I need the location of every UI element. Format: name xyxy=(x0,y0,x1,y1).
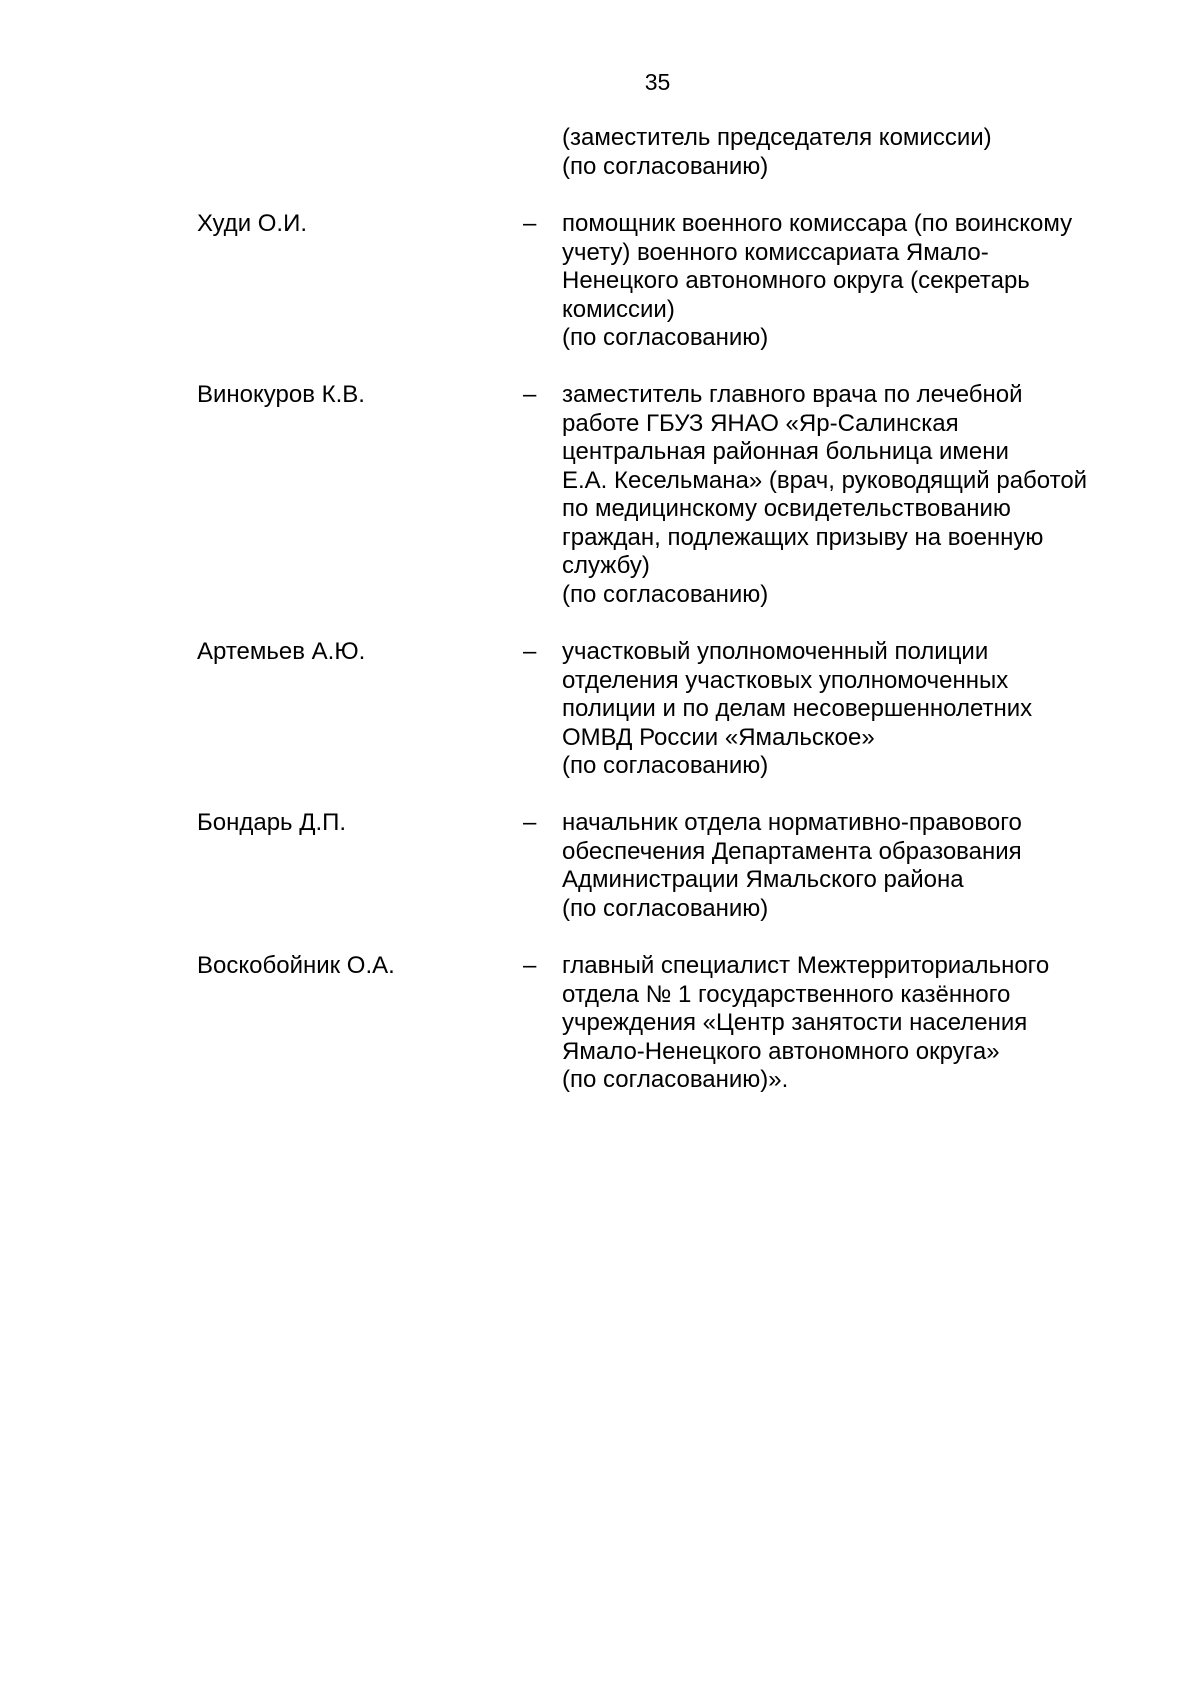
description-line: (по согласованию) xyxy=(562,580,769,608)
description-line: граждан, подлежащих призыву на военную xyxy=(562,523,1044,551)
member-description xyxy=(562,210,1162,353)
description-line: работе ГБУЗ ЯНАО «Яр-Салинская xyxy=(562,409,959,437)
description-line: (по согласованию) xyxy=(562,752,769,779)
continuation-description xyxy=(562,124,1162,181)
description-line: центральная районная больница имени xyxy=(562,438,1009,465)
member-name: Воскобойник О.А. xyxy=(197,952,395,979)
description-line: Администрации Ямальского района xyxy=(562,866,964,893)
description-line: Ненецкого автономного округа (секретарь xyxy=(562,267,1030,294)
description-line: заместитель главного врача по лечебной xyxy=(562,381,1023,408)
description-line: обеспечения Департамента образования xyxy=(562,837,1022,865)
dash-separator: – xyxy=(523,809,537,836)
description-line: полиции и по делам несовершеннолетних xyxy=(562,695,1033,722)
description-line: отдела № 1 государственного казённого xyxy=(562,980,1011,1008)
description-line: по медицинскому освидетельствованию xyxy=(562,495,1011,522)
description-line: отделения участковых уполномоченных xyxy=(562,666,1009,694)
member-name: Бондарь Д.П. xyxy=(197,809,347,836)
dash-separator: – xyxy=(523,210,537,237)
dash-separator: – xyxy=(523,638,537,665)
description-line: Ямало-Ненецкого автономного округа» xyxy=(562,1037,1000,1065)
member-name: Артемьев А.Ю. xyxy=(197,638,366,665)
dash-separator: – xyxy=(523,952,537,979)
member-description xyxy=(562,638,1162,781)
description-line: участковый уполномоченный полиции xyxy=(562,638,989,665)
description-line: (по согласованию) xyxy=(562,894,769,922)
description-line: (по согласованию) xyxy=(562,152,769,180)
description-line: (заместитель председателя комиссии) xyxy=(562,124,992,151)
dash-separator: – xyxy=(523,381,537,408)
description-line: учреждения «Центр занятости населения xyxy=(562,1009,1028,1036)
description-line: комиссии) xyxy=(562,295,675,323)
description-line: (по согласованию) xyxy=(562,324,769,351)
page-number: 35 xyxy=(644,69,671,95)
description-line: ОМВД России «Ямальское» xyxy=(562,723,875,751)
description-line: службу) xyxy=(562,552,650,579)
member-name: Худи О.И. xyxy=(197,210,308,237)
member-description xyxy=(562,952,1162,1095)
member-name: Винокуров К.В. xyxy=(197,381,365,408)
member-description xyxy=(562,809,1162,923)
description-line: помощник военного комиссара (по воинскому xyxy=(562,210,1073,237)
description-line: Е.А. Кесельмана» (врач, руководящий работой xyxy=(562,466,1088,494)
description-line: главный специалист Межтерриториального xyxy=(562,952,1050,979)
description-line: начальник отдела нормативно-правового xyxy=(562,809,1022,836)
member-description xyxy=(562,381,1162,609)
description-line: (по согласованию)». xyxy=(562,1066,789,1093)
description-line: учету) военного комиссариата Ямало- xyxy=(562,238,989,266)
